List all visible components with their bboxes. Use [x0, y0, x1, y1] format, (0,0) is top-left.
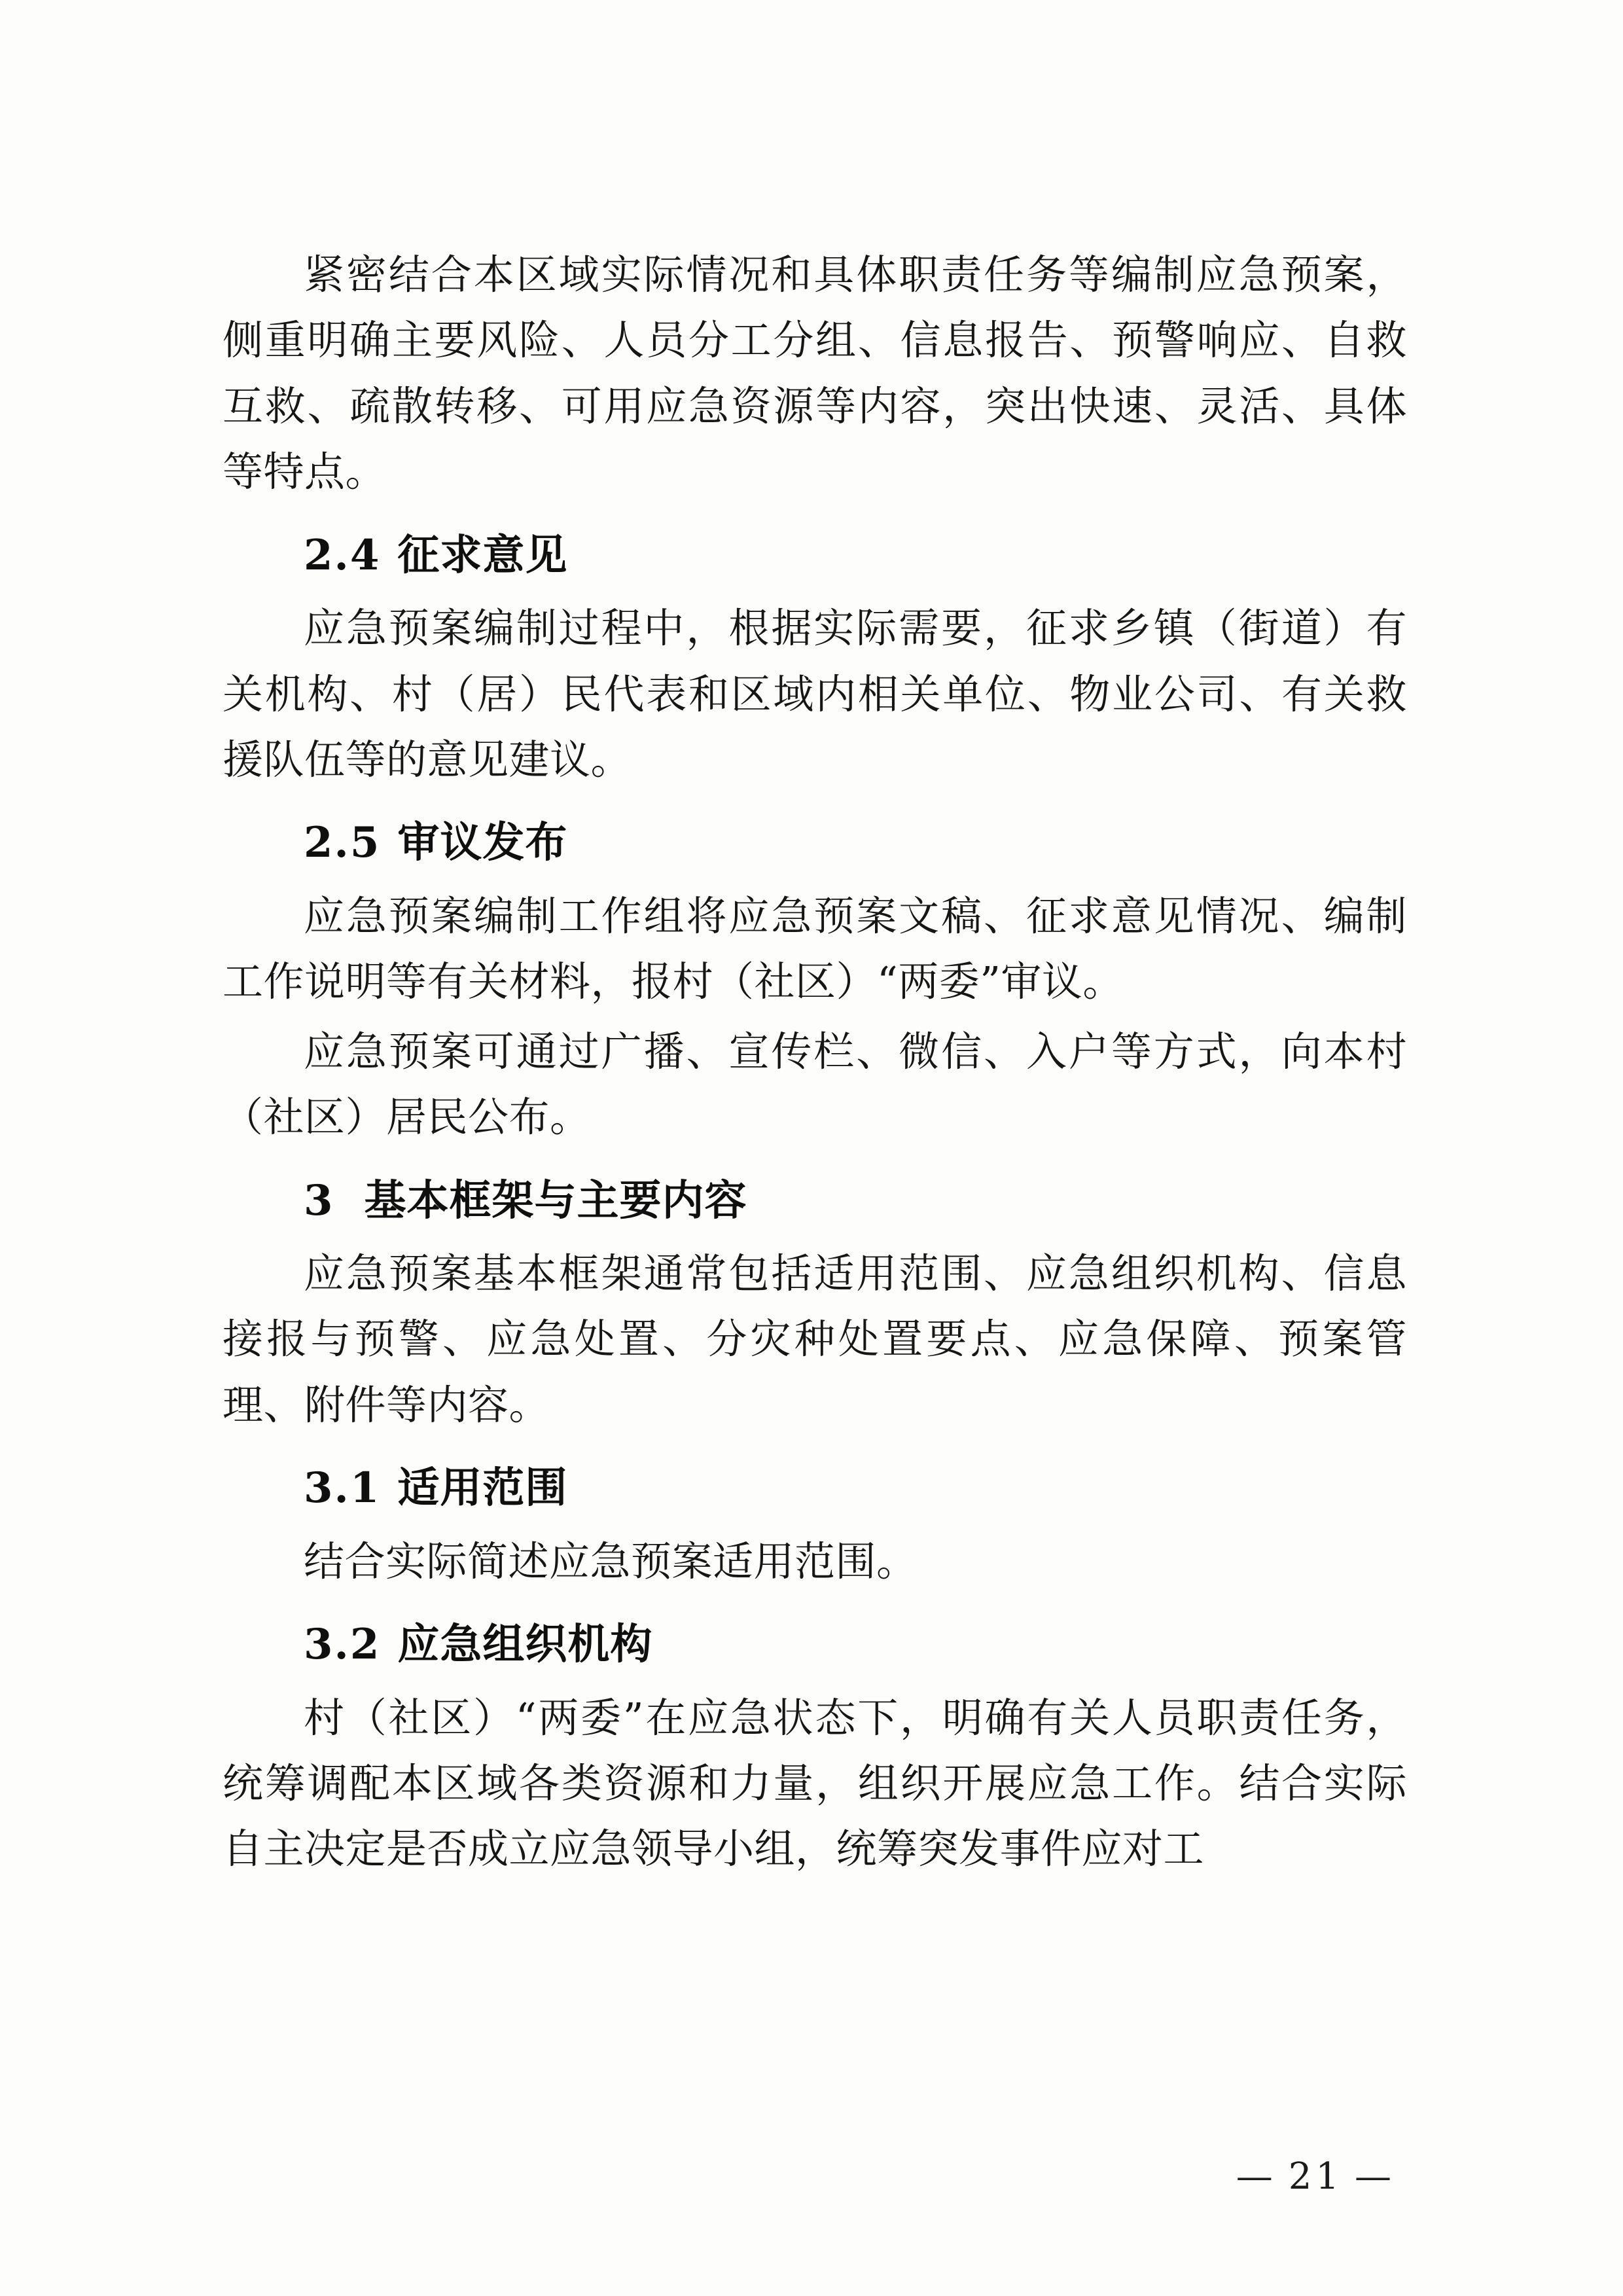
paragraph: 应急预案编制工作组将应急预案文稿、征求意见情况、编制工作说明等有关材料，报村（社区）“两委”审议。 — [223, 891, 1407, 1006]
section-title: 基本框架与主要内容 — [364, 1175, 747, 1225]
section-title: 应急组织机构 — [397, 1620, 653, 1670]
paragraph: 村（社区）“两委”在应急状态下，明确有关人员职责任务，统筹调配本区域各类资源和力量，组织开展应急工作。结合实际自主决定是否成立应急领导小组，统筹突发事件应对工 — [223, 1693, 1407, 1873]
page-number-dash-left: — — [1236, 2155, 1277, 2198]
section-number: 3 — [304, 1175, 334, 1225]
section-title: 适用范围 — [397, 1463, 568, 1513]
page-body — [223, 242, 1407, 1886]
section-number: 3.1 — [304, 1463, 381, 1513]
paragraph: 应急预案编制过程中，根据实际需要，征求乡镇（街道）有关机构、村（居）民代表和区域内相关单位、物业公司、有关救援队伍等的意见建议。 — [223, 604, 1407, 784]
section-number: 3.2 — [304, 1620, 381, 1670]
paragraph: 应急预案基本框架通常包括适用范围、应急组织机构、信息接报与预警、应急处置、分灾种处置要点、应急保障、预案管理、附件等内容。 — [223, 1249, 1407, 1429]
section-heading-2-4 — [223, 522, 1407, 589]
paragraph: 紧密结合本区域实际情况和具体职责任务等编制应急预案，侧重明确主要风险、人员分工分组、信息报告、预警响应、自救互救、疏散转移、可用应急资源等内容，突出快速、灵活、具体等特点。 — [223, 251, 1407, 496]
paragraph: 结合实际简述应急预案适用范围。 — [304, 1537, 918, 1585]
page-number-value: 21 — [1288, 2155, 1343, 2198]
page-number-dash-right: — — [1355, 2155, 1395, 2198]
section-number: 2.4 — [304, 530, 381, 580]
section-heading-3-1 — [223, 1455, 1407, 1522]
section-title: 征求意见 — [397, 530, 568, 580]
section-heading-2-5 — [223, 810, 1407, 876]
section-number: 2.5 — [304, 818, 381, 868]
section-title: 审议发布 — [397, 818, 568, 868]
section-heading-3 — [223, 1168, 1407, 1234]
paragraph: 应急预案可通过广播、宣传栏、微信、入户等方式，向本村（社区）居民公布。 — [223, 1027, 1407, 1141]
page-footer-page-number — [0, 2155, 1407, 2198]
section-heading-3-2 — [223, 1611, 1407, 1678]
